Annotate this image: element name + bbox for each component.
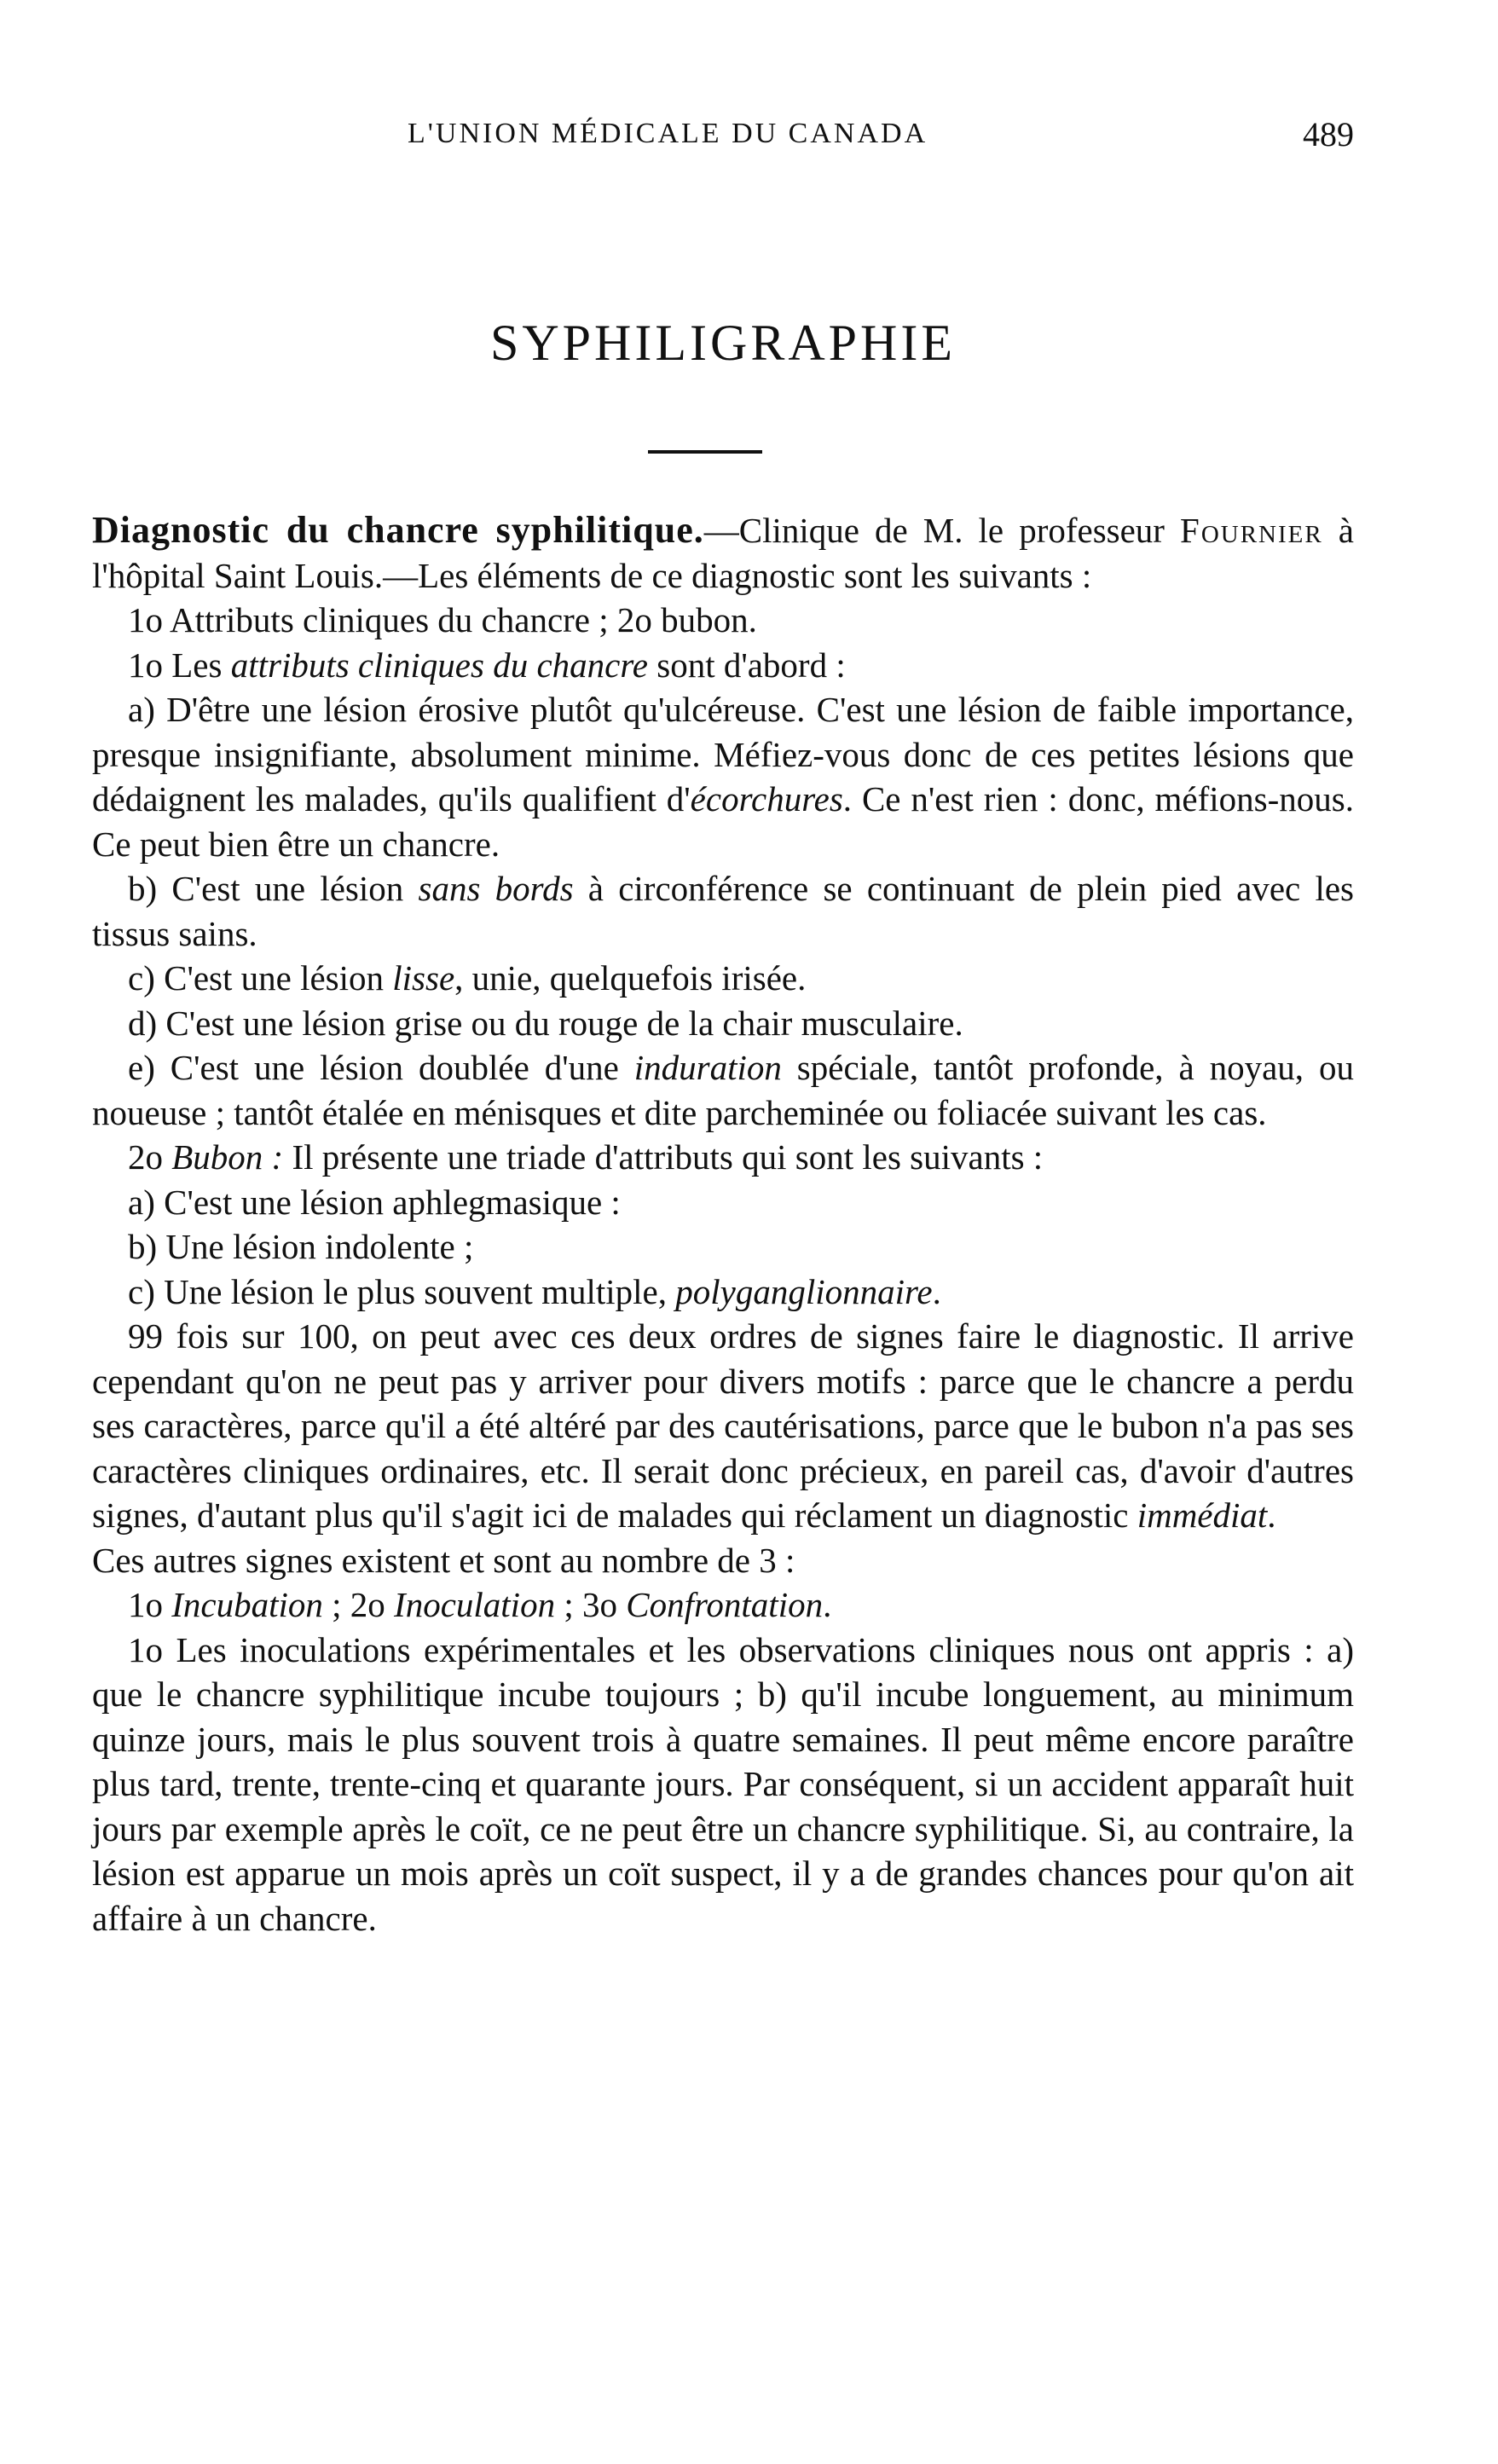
p8-text-a: 2o xyxy=(128,1137,172,1177)
p2-text-b: sont d'abord : xyxy=(647,645,846,685)
section-title: SYPHILIGRAPHIE xyxy=(489,315,957,371)
paragraph-13: Ces autres signes existent et sont au nombre de 3 : xyxy=(92,1540,795,1580)
professor-name: Fournier xyxy=(1180,511,1323,550)
p12-text-a: 99 fois sur 100, on peut avec ces deux ordres de signes faire le diagnostic. Il arrive cependant qu'on ne peut pas y arriver pour divers motifs : parce que le chancre a perdu ses caractères, parce qu'il a été altéré par des cautérisations, parce que le bubon n'a pas ses caractères cliniques ordinaires, etc. Il serait donc précieux, en pareil cas, d'avoir d'autres signes, d'autant plus qu'il s'agit ici de malades qui réclament un diagnostic xyxy=(92,1316,1354,1535)
intro-text-a: —Clinique de M. le professeur xyxy=(703,511,1181,550)
running-head xyxy=(92,115,1354,169)
p4-text-a: b) C'est une lésion xyxy=(128,869,419,908)
p14-text-a: 1o xyxy=(128,1585,172,1624)
p14-italic-3: Confrontation xyxy=(626,1585,824,1624)
intro-text-b: à l'hôpital Saint Louis.—Les éléments de ce diagnostic sont les suivants : xyxy=(92,511,1354,595)
p2-text-a: 1o Les xyxy=(128,645,231,685)
journal-page xyxy=(92,0,1354,2464)
p5-text-b: , unie, quelquefois irisée. xyxy=(454,958,807,998)
paragraph-2 xyxy=(92,643,1354,688)
p7-italic: induration xyxy=(633,1048,782,1087)
p14-text-d: . xyxy=(823,1585,832,1624)
paragraph-10: b) Une lésion indolente ; xyxy=(128,1227,474,1266)
article-intro xyxy=(92,508,1354,598)
p14-italic-2: Inoculation xyxy=(394,1585,556,1624)
paragraph-1: 1o Attributs cliniques du chancre ; 2o bubon. xyxy=(128,600,757,639)
paragraph-8 xyxy=(92,1135,1354,1180)
p8-italic: Bubon : xyxy=(171,1137,284,1177)
paragraph-5 xyxy=(92,956,1354,1001)
paragraph-7 xyxy=(92,1045,1354,1135)
paragraph-4 xyxy=(92,866,1354,956)
p8-text-b: Il présente une triade d'attributs qui sont les suivants : xyxy=(283,1137,1044,1177)
p2-italic: attributs cliniques du chancre xyxy=(230,645,648,685)
p5-italic: lisse xyxy=(392,958,455,998)
p4-text-b: à circonférence se continuant de plein pied avec les tissus sains. xyxy=(92,869,1354,953)
paragraph-14 xyxy=(92,1582,1354,1628)
title-rule xyxy=(648,450,762,454)
p5-text-a: c) C'est une lésion xyxy=(128,958,393,998)
running-title: L'UNION MÉDICALE DU CANADA xyxy=(408,118,928,149)
p14-italic-1: Incubation xyxy=(171,1585,323,1624)
p3-text-a: a) D'être une lésion érosive plutôt qu'ulcéreuse. C'est une lésion de faible importance, presque insignifiante, absolument minime. Méfiez-vous donc de ces petites lésions que dédaignent les malades, qu'ils qualifient d' xyxy=(92,690,1354,818)
paragraph-12 xyxy=(92,1314,1354,1538)
p4-italic: sans bords xyxy=(418,869,574,908)
p14-text-c: ; 3o xyxy=(555,1585,627,1624)
paragraph-3 xyxy=(92,687,1354,866)
p7-text-a: e) C'est une lésion doublée d'une xyxy=(128,1048,634,1087)
p14-text-b: ; 2o xyxy=(322,1585,395,1624)
p11-text-b: . xyxy=(932,1271,941,1311)
article-lead: Diagnostic du chancre syphilitique. xyxy=(92,509,704,551)
page-number: 489 xyxy=(1303,115,1354,153)
article-body xyxy=(92,508,1354,1941)
p12-text-b: . xyxy=(1267,1495,1276,1535)
paragraph-9: a) C'est une lésion aphlegmasique : xyxy=(128,1182,621,1222)
p12-italic: immédiat xyxy=(1137,1495,1268,1535)
p3-text-b: . Ce n'est rien : donc, méfions-nous. Ce peut bien être un chancre. xyxy=(92,779,1354,864)
p11-italic: polyganglionnaire xyxy=(675,1271,933,1311)
p7-text-b: spéciale, tantôt profonde, à noyau, ou noueuse ; tantôt étalée en ménisques et dite parcheminée ou foliacée suivant les cas. xyxy=(92,1048,1354,1132)
paragraph-15: 1o Les inoculations expérimentales et les observations cliniques nous ont appris : a) que le chancre syphilitique incube toujours ; b) qu'il incube longuement, au minimum quinze jours, mais le plus souvent trois à quatre semaines. Il peut même encore paraître plus tard, trente, trente-cinq et quarante jours. Par conséquent, si un accident apparaît huit jours par exemple après le coït, ce ne peut être un chancre syphilitique. Si, au contraire, la lésion est apparue un mois après un coït suspect, il y a de grandes chances pour qu'on ait affaire à un chancre. xyxy=(92,1629,1354,1938)
p11-text-a: c) Une lésion le plus souvent multiple, xyxy=(128,1271,676,1311)
paragraph-11 xyxy=(92,1270,1354,1315)
p3-italic: écorchures xyxy=(690,779,843,818)
paragraph-6: d) C'est une lésion grise ou du rouge de la chair musculaire. xyxy=(128,1003,963,1043)
